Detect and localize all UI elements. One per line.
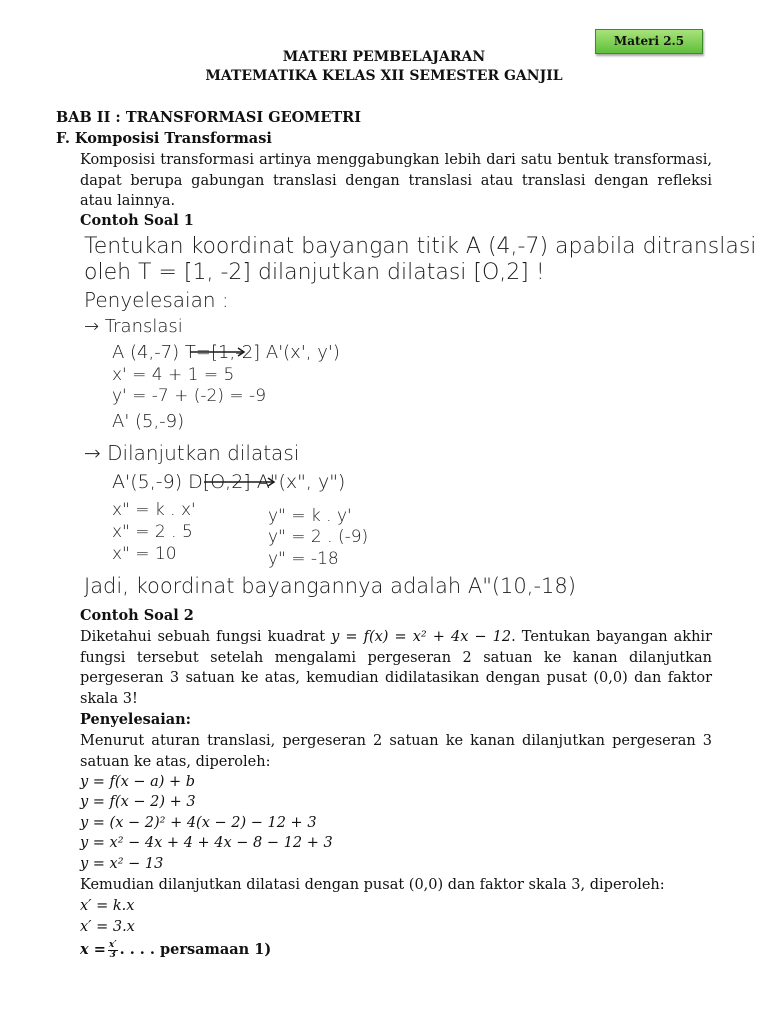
- header-title-line1: MATERI PEMBELAJARAN: [282, 49, 486, 65]
- solution-intro: Menurut aturan translasi, pergeseran 2 satuan ke kanan dilanjutkan pergeseran 3 satuan ke atas, diperoleh:: [80, 733, 712, 770]
- header-title-line2: MATEMATIKA KELAS XII SEMESTER GANJIL: [205, 68, 563, 84]
- hw-line: A' (5,-9): [112, 411, 185, 432]
- hw-line: y" = -18: [268, 549, 339, 569]
- math-step: x′ = 3.x: [80, 919, 135, 935]
- final-eq-suffix: . . . . persamaan 1): [119, 941, 272, 958]
- chapter-heading: BAB II : TRANSFORMASI GEOMETRI: [56, 109, 362, 126]
- problem-equation: y = f(x) = x² + 4x − 12: [331, 629, 512, 645]
- math-step: y = f(x − 2) + 3: [80, 794, 196, 810]
- hw-line: → Translasi: [84, 316, 183, 337]
- hw-line: x' = 4 + 1 = 5: [112, 365, 235, 385]
- hw-line: A (4,-7) T=[1,-2] A'(x', y'): [112, 342, 340, 363]
- example2-problem: [80, 627, 712, 709]
- fraction-denominator: 3: [109, 949, 116, 960]
- hw-line: y' = -7 + (-2) = -9: [112, 386, 267, 406]
- example1-label: Contoh Soal 1: [80, 212, 194, 229]
- math-step: y = x² − 13: [80, 856, 164, 872]
- hw-line: Penyelesaian :: [84, 288, 229, 312]
- math-step: y = x² − 4x + 4 + 4x − 8 − 12 + 3: [80, 835, 333, 851]
- hw-line: Jadi, koordinat bayangannya adalah A"(10,-18): [84, 574, 576, 598]
- intro-paragraph: Komposisi transformasi artinya menggabungkan lebih dari satu bentuk transformasi, dapat berupa gabungan translasi dengan translasi atau translasi dengan refleksi atau lainnya.: [80, 152, 712, 209]
- math-step: x′ = k.x: [80, 898, 135, 914]
- final-eq-lhs: x =: [80, 941, 106, 958]
- math-step: y = (x − 2)² + 4(x − 2) − 12 + 3: [80, 815, 317, 831]
- hw-line: y" = 2 . (-9): [268, 527, 369, 547]
- final-equation: [80, 940, 271, 961]
- material-badge: Materi 2.5: [595, 29, 703, 54]
- problem-prefix: Diketahui sebuah fungsi kuadrat: [80, 629, 332, 645]
- fraction-numerator: x′: [108, 939, 117, 950]
- solution-label: Penyelesaian:: [80, 711, 192, 728]
- hw-line: x" = 2 . 5: [112, 522, 193, 542]
- hw-line: Tentukan koordinat bayangan titik A (4,-7) apabila ditranslasi: [84, 234, 757, 259]
- hw-line: A'(5,-9) D[O,2] A"(x", y"): [112, 471, 346, 493]
- problem-suffix: . Tentukan bayangan akhir fungsi tersebut setelah mengalami pergeseran 2 satuan ke kanan dilanjutkan pergeseran 3 satuan ke atas, kemudian didilatasikan dengan pusat (0,0) dan faktor skala 3!: [80, 629, 712, 707]
- hw-line: → Dilanjutkan dilatasi: [84, 441, 300, 465]
- fraction: [108, 941, 118, 960]
- hw-line: oleh T = [1, -2] dilanjutkan dilatasi [O,2] !: [84, 260, 545, 285]
- math-step: y = f(x − a) + b: [80, 774, 196, 790]
- hw-line: y" = k . y': [268, 506, 352, 526]
- handwritten-solution-image: [78, 230, 757, 605]
- hw-line: x" = k . x': [112, 500, 196, 520]
- example2-label: Contoh Soal 2: [80, 607, 194, 624]
- dilation-intro: Kemudian dilanjutkan dilatasi dengan pusat (0,0) dan faktor skala 3, diperoleh:: [80, 877, 665, 893]
- section-heading: F. Komposisi Transformasi: [56, 130, 272, 147]
- hw-line: x" = 10: [112, 544, 177, 564]
